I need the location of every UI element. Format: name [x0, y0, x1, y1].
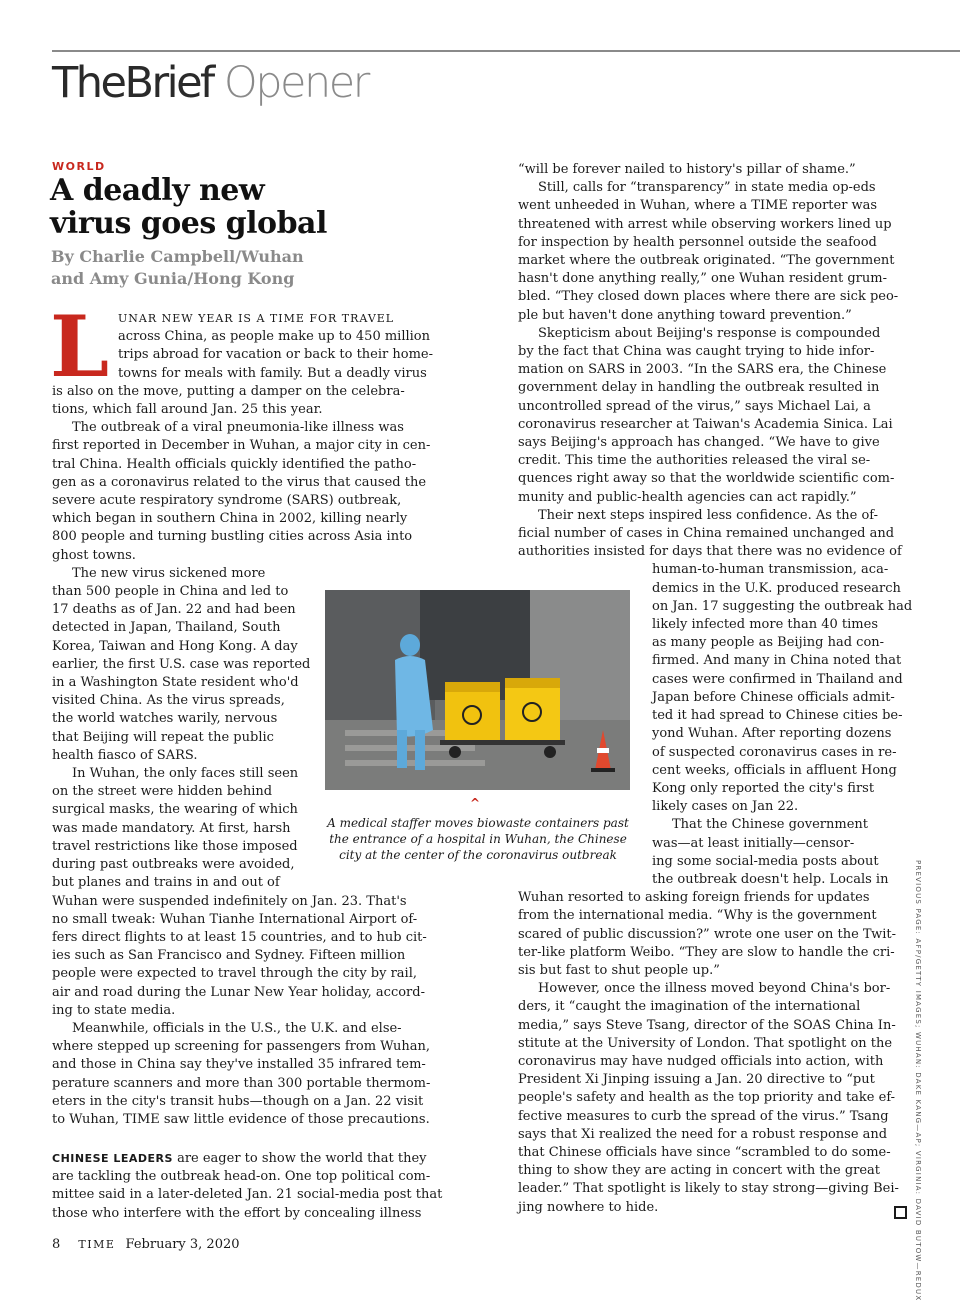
header-rule: [52, 50, 960, 52]
text-line: eters in the city's transit hubs—though on a Jan. 22 visit: [52, 1093, 424, 1109]
caption-line: city at the center of the coronavirus outbreak: [339, 848, 617, 862]
text-line: across China, as people make up to 450 million: [118, 329, 431, 345]
text-line: human-to-human transmission, aca-: [652, 562, 889, 578]
text-line: tral China. Health officials quickly identified the patho-: [52, 456, 417, 472]
text-line: but planes and trains in and out of: [52, 875, 280, 891]
text-line: in a Washington State resident who'd: [52, 675, 299, 691]
text-line: uncontrolled spread of the virus,” says Michael Lai, a: [518, 398, 871, 414]
text-line: UNAR NEW YEAR IS A TIME FOR TRAVEL: [118, 312, 395, 325]
text-line: Wuhan were suspended indefinitely on Jan. 23. That's: [52, 893, 407, 909]
text-line: than 500 people in China and led to: [52, 584, 289, 600]
text-line: ted it had spread to Chinese cities be-: [652, 708, 903, 724]
text-line: hasn't done anything really,” one Wuhan resident grum-: [518, 271, 887, 287]
paragraph-lead: CHINESE LEADERS: [52, 1152, 173, 1165]
issue-date: February 3, 2020: [125, 1237, 240, 1252]
text-line: severe acute respiratory syndrome (SARS) outbreak,: [52, 493, 402, 509]
text-line: firmed. And many in China noted that: [652, 653, 902, 669]
text-line: The new virus sickened more: [72, 565, 266, 581]
text-line: tions, which fall around Jan. 25 this year.: [52, 402, 323, 418]
text-line: government delay in handling the outbreak resulted in: [518, 380, 880, 396]
article-column-2: [518, 161, 913, 1217]
drop-cap: L: [50, 297, 110, 396]
text-fragment: are eager to show the world that they: [172, 1151, 427, 1166]
text-line: on Jan. 17 suggesting the outbreak had: [652, 598, 913, 614]
text-line: travel restrictions like those imposed: [52, 838, 298, 854]
text-line: says Beijing's approach has changed. “We have to give: [518, 435, 880, 451]
headline-line: virus goes global: [50, 206, 327, 241]
text-line: to Wuhan, TIME saw little evidence of those precautions.: [52, 1111, 430, 1127]
caption-line: A medical staffer moves biowaste containers past: [327, 816, 629, 830]
text-line: ies such as San Francisco and Sydney. Fifteen million: [52, 948, 406, 964]
text-line: yond Wuhan. After reporting dozens: [652, 726, 892, 742]
text-line: Meanwhile, officials in the U.S., the U.K. and else-: [72, 1020, 402, 1036]
page-number: 8: [52, 1237, 61, 1252]
text-line: towns for meals with family. But a deadly virus: [118, 365, 427, 381]
text-line: during past outbreaks were avoided,: [52, 857, 295, 873]
section-title: TheBrief: [52, 58, 213, 108]
text-line: cent weeks, officials in affluent Hong: [652, 762, 897, 778]
text-line: people's safety and health as the top priority and take ef-: [518, 1090, 896, 1106]
text-line: those who interfere with the effort by concealing illness: [52, 1205, 422, 1221]
text-line: Japan before Chinese officials admit-: [652, 689, 895, 705]
text-line: trips abroad for vacation or back to their home-: [118, 347, 433, 363]
text-line: fective measures to curb the spread of the virus.” Tsang: [518, 1108, 889, 1124]
text-line: where stepped up screening for passengers from Wuhan,: [52, 1039, 430, 1055]
text-line: President Xi Jinping issuing a Jan. 20 directive to “put: [518, 1072, 875, 1088]
text-line: The outbreak of a viral pneumonia-like illness was: [72, 420, 404, 436]
text-line: Korea, Taiwan and Hong Kong. A day: [52, 638, 298, 654]
text-line: sis but fast to shut people up.”: [518, 962, 720, 978]
text-line: Still, calls for “transparency” in state media op-eds: [538, 180, 876, 196]
text-line: gen as a coronavirus related to the virus that caused the: [52, 474, 427, 490]
text-line: bled. “They closed down places where there are sick peo-: [518, 289, 899, 305]
text-line: ficial number of cases in China remained unchanged and: [518, 526, 895, 542]
text-line: Kong only reported the city's first: [652, 780, 875, 796]
byline-line: By Charlie Campbell/Wuhan: [51, 247, 304, 266]
text-line: the world watches warily, nervous: [52, 711, 278, 727]
text-line: [52, 1150, 442, 1168]
article-column-1-continued: [52, 1150, 442, 1223]
text-line: ghost towns.: [52, 547, 136, 563]
text-line: market where the outbreak originated. “The government: [518, 253, 895, 269]
photo-credits: PREVIOUS PAGE: AFP/GETTY IMAGES; WUHAN: DAKE KANG—AP; VIRGINIA: DAVID BUTOW—REDUX: [914, 860, 922, 1301]
magazine-name: TIME: [78, 1238, 116, 1251]
text-line: However, once the illness moved beyond China's bor-: [538, 981, 891, 997]
text-line: coronavirus researcher at Taiwan's Academia Sinica. Lai: [518, 416, 893, 432]
text-line: “will be forever nailed to history's pillar of shame.”: [518, 162, 856, 177]
text-line: demics in the U.K. produced research: [652, 580, 901, 596]
text-line: ing some social-media posts about: [652, 853, 879, 869]
text-line: coronavirus may have nudged officials into action, with: [518, 1053, 884, 1069]
text-line: earlier, the first U.S. case was reported: [52, 656, 311, 672]
text-line: visited China. As the virus spreads,: [52, 693, 285, 709]
text-line: perature scanners and more than 300 portable thermom-: [52, 1075, 431, 1091]
text-line: mation on SARS in 2003. “In the SARS era, the Chinese: [518, 362, 887, 378]
byline-line: and Amy Gunia/Hong Kong: [51, 269, 295, 288]
text-line: that Beijing will repeat the public: [52, 729, 274, 745]
text-line: Wuhan resorted to asking foreign friends for updates: [518, 890, 870, 906]
article-headline: [50, 174, 470, 240]
text-line: surgical masks, the wearing of which: [52, 802, 298, 818]
text-line: threatened with arrest while observing workers lined up: [518, 216, 892, 232]
text-line: on the street were hidden behind: [52, 784, 273, 800]
text-line: and those in China say they've installed 35 infrared tem-: [52, 1057, 426, 1073]
text-line: In Wuhan, the only faces still seen: [72, 766, 299, 782]
section-subtitle: Opener: [223, 58, 368, 108]
text-line: air and road during the Lunar New Year holiday, accord-: [52, 984, 425, 1000]
text-line: first reported in December in Wuhan, a major city in cen-: [52, 438, 431, 454]
text-line: was made mandatory. At first, harsh: [52, 820, 291, 836]
text-line: as many people as Beijing had con-: [652, 635, 885, 651]
text-line: ter-like platform Weibo. “They are slow to handle the cri-: [518, 944, 895, 960]
text-line: cases were confirmed in Thailand and: [652, 671, 903, 687]
page-footer: [52, 1237, 240, 1252]
text-line: stitute at the University of London. That spotlight on the: [518, 1035, 893, 1051]
text-line: Their next steps inspired less confidence. As the of-: [538, 507, 879, 523]
text-line: no small tweak: Wuhan Tianhe International Airport of-: [52, 911, 418, 927]
text-line: quences right away so that the worldwide scientific com-: [518, 471, 895, 487]
text-line: jing nowhere to hide.: [518, 1199, 659, 1215]
text-line: of suspected coronavirus cases in re-: [652, 744, 897, 760]
headline-line: A deadly new: [50, 173, 265, 208]
article-kicker: WORLD: [52, 160, 106, 173]
text-line: thing to show they are acting in concert with the great: [518, 1163, 881, 1179]
text-line: that Chinese officials have since “scrambled to do some-: [518, 1144, 891, 1160]
text-line: scared of public discussion?” wrote one user on the Twit-: [518, 926, 897, 942]
text-line: went unheeded in Wuhan, where a TIME reporter was: [518, 198, 878, 214]
text-line: That the Chinese government: [672, 817, 869, 833]
text-line: from the international media. “Why is the government: [518, 908, 877, 924]
text-line: munity and public-health agencies can act rapidly.”: [518, 489, 857, 505]
text-line: authorities insisted for days that there was no evidence of: [518, 544, 902, 560]
text-line: are tackling the outbreak head-on. One top political com-: [52, 1169, 431, 1185]
text-line: says that Xi realized the need for a robust response and: [518, 1126, 888, 1142]
text-line: media,” says Steve Tsang, director of the SOAS China In-: [518, 1017, 896, 1033]
text-line: ple but haven't done anything toward prevention.”: [518, 307, 852, 323]
text-line: by the fact that China was caught trying to hide infor-: [518, 344, 875, 360]
text-line: health fiasco of SARS.: [52, 747, 198, 763]
text-line: credit. This time the authorities released the viral se-: [518, 453, 871, 469]
text-line: Skepticism about Beijing's response is compounded: [538, 325, 881, 341]
text-line: which began in southern China in 2002, killing nearly: [52, 511, 408, 527]
text-line: ders, it “caught the imagination of the international: [518, 999, 861, 1015]
text-line: 17 deaths as of Jan. 22 and had been: [52, 602, 296, 618]
caption-line: the entrance of a hospital in Wuhan, the Chinese: [329, 832, 627, 846]
end-mark-icon: [894, 1206, 907, 1219]
caption-pointer-icon: ^: [470, 796, 481, 810]
text-line: detected in Japan, Thailand, South: [52, 620, 281, 636]
text-line: leader.” That spotlight is likely to stay strong—giving Bei-: [518, 1181, 899, 1197]
text-line: ing to state media.: [52, 1002, 176, 1018]
article-byline: [51, 246, 451, 290]
text-line: the outbreak doesn't help. Locals in: [652, 871, 889, 887]
text-line: is also on the move, putting a damper on the celebra-: [52, 383, 405, 399]
text-line: for inspection by health personnel outside the seafood: [518, 234, 877, 250]
text-line: likely cases on Jan 22.: [652, 799, 799, 815]
text-line: 800 people and turning bustling cities across Asia into: [52, 529, 413, 545]
text-line: likely infected more than 40 times: [652, 617, 879, 633]
text-line: mittee said in a later-deleted Jan. 21 social-media post that: [52, 1187, 443, 1203]
text-line: fers direct flights to at least 15 countries, and to hub cit-: [52, 929, 427, 945]
text-line: people were expected to travel through the city by rail,: [52, 966, 418, 982]
text-line: was—at least initially—censor-: [652, 835, 855, 851]
section-header: [52, 58, 368, 108]
